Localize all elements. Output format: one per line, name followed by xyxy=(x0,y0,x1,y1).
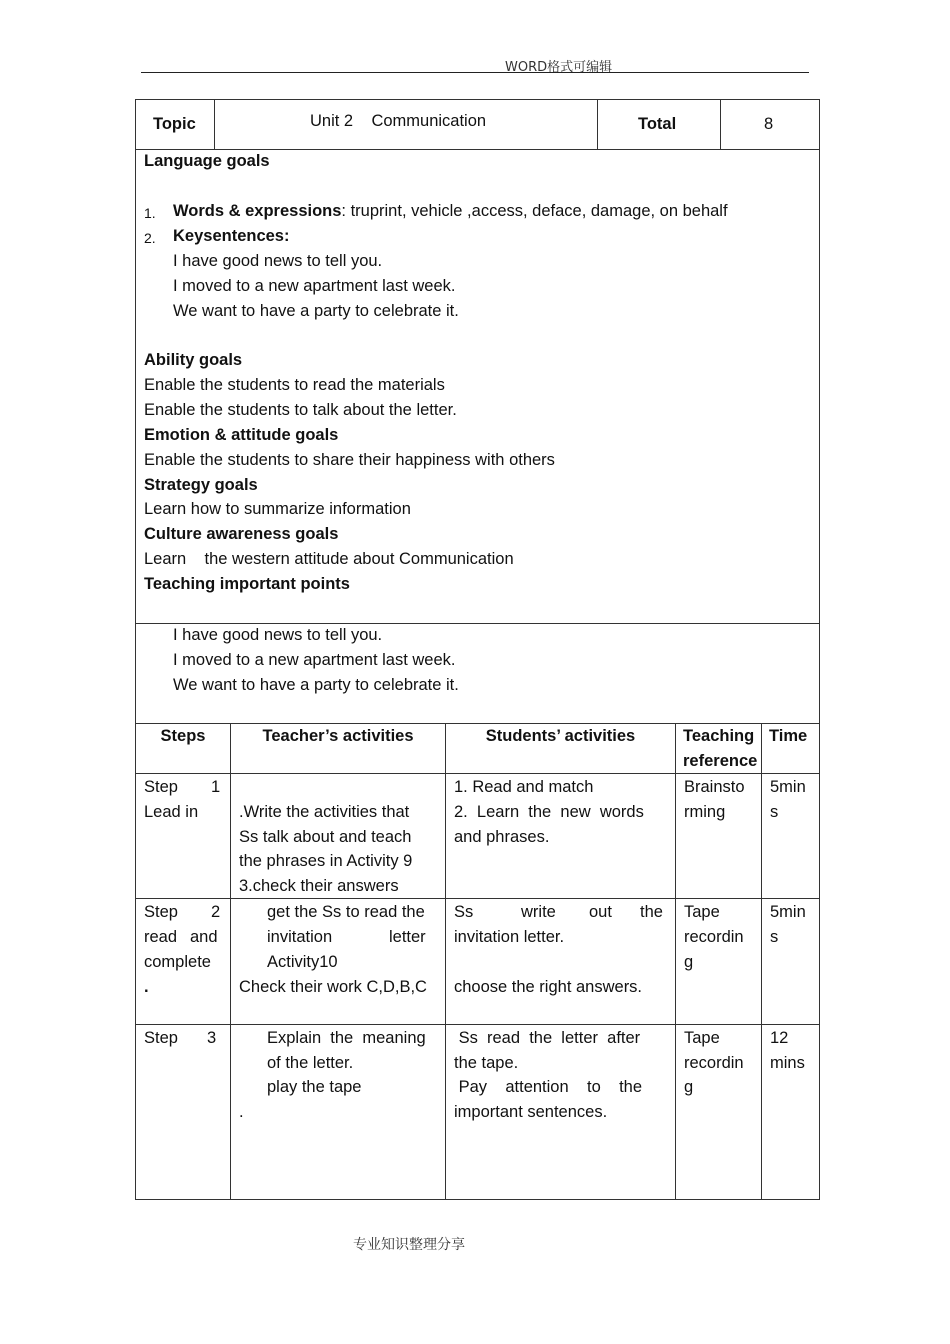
student-activity: 2. Learn the new words xyxy=(454,803,644,821)
student-activity: 1. Read and match xyxy=(454,778,594,796)
strategy-goals-heading: Strategy goals xyxy=(144,476,258,494)
column-divider xyxy=(675,723,676,1200)
header-rule xyxy=(141,72,809,73)
emotion-goal: Enable the students to share their happiness with others xyxy=(144,451,555,469)
ability-goals-heading: Ability goals xyxy=(144,351,243,369)
header-teacher: Teacher’s activities xyxy=(262,727,414,745)
student-activity: and phrases. xyxy=(454,828,550,846)
time-value: 12 xyxy=(770,1029,789,1047)
teaching-reference: recordin xyxy=(684,1054,744,1072)
words-expressions-text: : truprint, vehicle ,access, deface, damage, on behalf xyxy=(341,202,728,220)
teacher-activity: invitation xyxy=(267,928,333,946)
key-sentence: I moved to a new apartment last week. xyxy=(173,277,456,295)
teacher-activity: play the tape xyxy=(267,1078,362,1096)
list-number: 2. xyxy=(144,230,156,246)
ability-goal: Enable the students to read the materials xyxy=(144,376,445,394)
step-number: 3 xyxy=(207,1029,217,1047)
teacher-activity: letter xyxy=(389,928,426,946)
time-value: s xyxy=(770,928,779,946)
student-activity: important sentences. xyxy=(454,1103,608,1121)
header-reference: Teaching xyxy=(683,727,755,745)
teacher-activity: Check their work C,D,B,C xyxy=(239,978,427,996)
teacher-activity: 3.check their answers xyxy=(239,877,399,895)
key-sentences-label: Keysentences: xyxy=(173,227,290,245)
header-steps: Steps xyxy=(160,727,206,745)
time-value: s xyxy=(770,803,779,821)
teaching-reference: recordin xyxy=(684,928,744,946)
teacher-activity: the phrases in Activity 9 xyxy=(239,852,413,870)
emotion-goals-heading: Emotion & attitude goals xyxy=(144,426,339,444)
topic-label: Topic xyxy=(153,115,196,133)
step-name: and xyxy=(190,928,218,946)
header-students: Students’ activities xyxy=(485,727,636,745)
teaching-reference: g xyxy=(684,953,694,971)
strategy-goal: Learn how to summarize information xyxy=(144,500,411,518)
step-number: 1 xyxy=(211,778,221,796)
teaching-reference: Tape xyxy=(684,1029,720,1047)
time-value: 5min xyxy=(770,778,806,796)
row-divider xyxy=(135,898,820,899)
teacher-activity: Activity10 xyxy=(267,953,338,971)
topic-value: Unit 2 Communication xyxy=(310,112,487,130)
teaching-reference: Tape xyxy=(684,903,720,921)
step-label: Step xyxy=(144,778,178,796)
student-activity: Ss xyxy=(454,903,474,921)
header-reference: reference xyxy=(683,752,758,770)
list-number: 1. xyxy=(144,205,156,221)
words-expressions-label: Words & expressions xyxy=(173,202,342,220)
important-point: I have good news to tell you. xyxy=(173,626,383,644)
language-goals-heading: Language goals xyxy=(144,152,270,170)
student-activity: the xyxy=(640,903,663,921)
student-activity: invitation letter. xyxy=(454,928,565,946)
student-activity: Pay attention to the xyxy=(454,1078,643,1096)
topic-divider xyxy=(720,99,721,150)
step-label: Step xyxy=(144,1029,178,1047)
total-label: Total xyxy=(638,115,677,133)
culture-goal: Learn the western attitude about Communication xyxy=(144,550,514,568)
teacher-activity: get the Ss to read the xyxy=(267,903,425,921)
teacher-activity: . xyxy=(239,1103,244,1121)
step-name: read xyxy=(144,928,178,946)
total-value: 8 xyxy=(764,115,774,133)
teaching-reference: g xyxy=(684,1078,694,1096)
culture-goals-heading: Culture awareness goals xyxy=(144,525,339,543)
key-sentence: We want to have a party to celebrate it. xyxy=(173,302,459,320)
student-activity: the tape. xyxy=(454,1054,519,1072)
time-value: 5min xyxy=(770,903,806,921)
teacher-activity: Explain the meaning xyxy=(267,1029,426,1047)
teacher-activity: of the letter. xyxy=(267,1054,354,1072)
teaching-reference: rming xyxy=(684,803,726,821)
row-divider xyxy=(135,1024,820,1025)
column-divider xyxy=(230,723,231,1200)
step-number: 2 xyxy=(211,903,221,921)
time-value: mins xyxy=(770,1054,805,1072)
student-activity: choose the right answers. xyxy=(454,978,643,996)
topic-divider xyxy=(214,99,215,150)
key-sentence: I have good news to tell you. xyxy=(173,252,383,270)
teacher-activity: Ss talk about and teach xyxy=(239,828,412,846)
important-point: We want to have a party to celebrate it. xyxy=(173,676,459,694)
step-name: complete xyxy=(144,953,211,971)
header-time: Time xyxy=(769,727,808,745)
teaching-reference: Brainsto xyxy=(684,778,745,796)
teacher-activity: .Write the activities that xyxy=(239,803,410,821)
student-activity: Ss read the letter after xyxy=(454,1029,641,1047)
important-point: I moved to a new apartment last week. xyxy=(173,651,456,669)
important-points-heading: Teaching important points xyxy=(144,575,350,593)
page-header: WORD格式可编辑 xyxy=(505,60,613,75)
student-activity: write xyxy=(521,903,556,921)
step-name: . xyxy=(144,978,149,996)
page-footer: 专业知识整理分享 xyxy=(353,1237,465,1253)
column-divider xyxy=(761,723,762,1200)
step-label: Step xyxy=(144,903,178,921)
student-activity: out xyxy=(589,903,612,921)
column-divider xyxy=(445,723,446,1200)
ability-goal: Enable the students to talk about the letter. xyxy=(144,401,457,419)
words-expressions-line xyxy=(173,199,728,224)
topic-divider xyxy=(597,99,598,150)
step-name: Lead in xyxy=(144,803,199,821)
